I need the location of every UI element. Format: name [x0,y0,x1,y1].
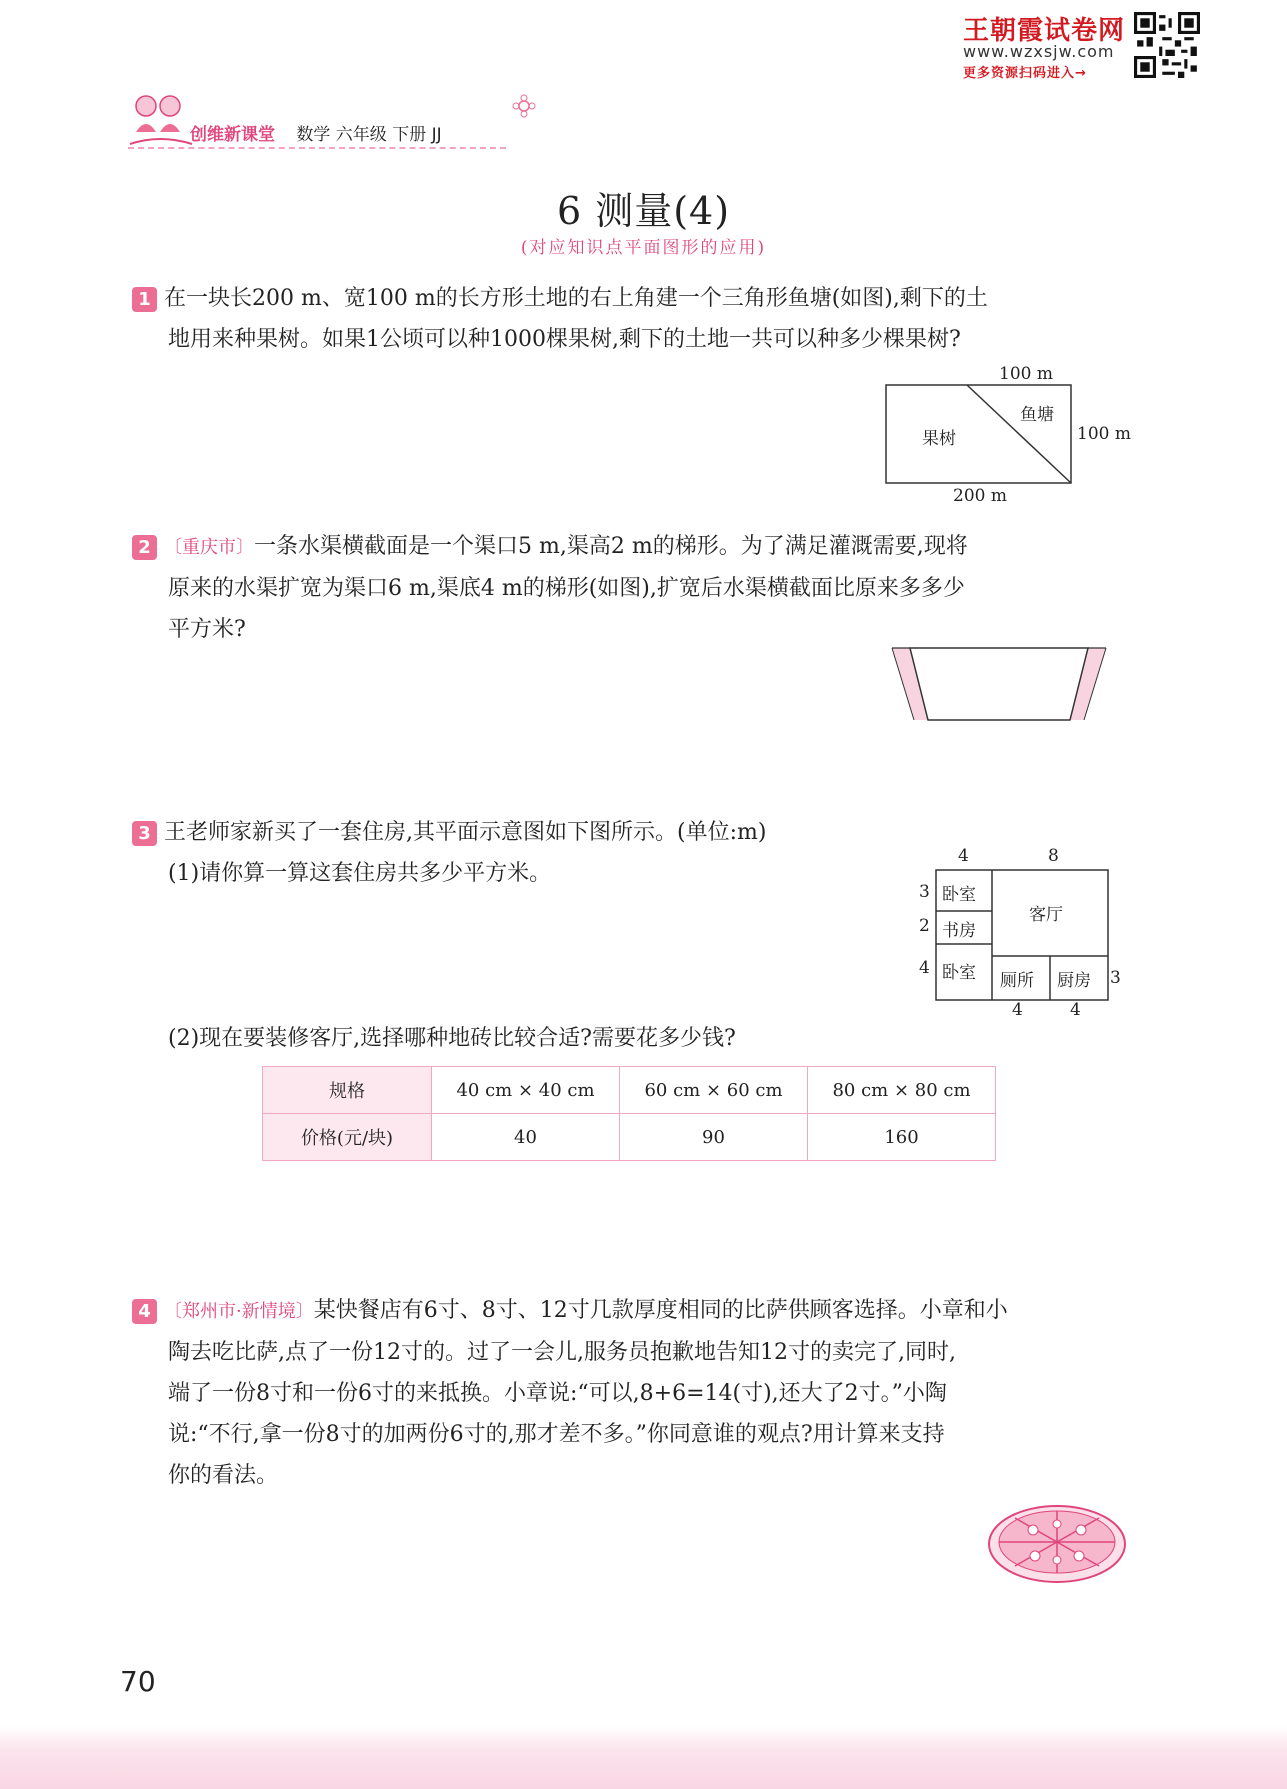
question-text: 一条水渠横截面是一个渠口5 m,渠高2 m的梯形。为了满足灌溉需要,现将 [254,534,968,559]
page-number: 70 [120,1665,156,1698]
question-1 [132,278,1132,360]
room-kitchen: 厨房 [1057,971,1091,991]
question-number: 4 [132,1299,157,1324]
table-cell: 40 cm × 40 cm [432,1067,620,1114]
region-tag: 〔郑州市·新情境〕 [164,1301,314,1322]
plan-dim-left-bottom: 4 [919,958,930,978]
plan-dim-bottom-left: 4 [1012,1000,1023,1020]
pizza-icon [985,1500,1130,1588]
question-text: 王老师家新买了一套住房,其平面示意图如下图所示。(单位:m) [164,820,767,845]
question-text: 在一块长200 m、宽100 m的长方形土地的右上角建一个三角形鱼塘(如图),剩下的土 [164,286,988,311]
region-tag: 〔重庆市〕 [164,537,254,558]
book-series: 创维新课堂 [190,125,275,145]
table-cell: 90 [620,1114,808,1161]
question-text: 陶去吃比萨,点了一份12寸的。过了一会儿,服务员抱歉地告知12寸的卖完了,同时, [168,1340,956,1365]
table-row [263,1114,996,1161]
table-header-cell: 规格 [263,1067,432,1114]
book-info [190,120,442,145]
plan-dim-top-right: 8 [1048,846,1059,866]
plan-dim-right-bottom: 3 [1110,968,1121,988]
cartoon-kids-icon [126,88,196,154]
table-cell: 160 [808,1114,996,1161]
question-text: 原来的水渠扩宽为渠口6 m,渠底4 m的梯形(如图),扩宽后水渠横截面比原来多多少 [168,576,965,601]
q1-right-label: 100 m [1077,424,1131,444]
room-toilet: 厕所 [1000,971,1034,991]
q1-top-label: 100 m [999,364,1053,384]
table-row [263,1067,996,1114]
question-number: 1 [132,287,157,312]
room-bedroom-1: 卧室 [942,885,976,905]
sub-question-1: (1)请你算一算这套住房共多少平方米。 [168,861,552,886]
question-text: 端了一份8寸和一份6寸的来抵换。小章说:“可以,8+6=14(寸),还大了2寸。”小陶 [168,1381,947,1406]
lesson-subtitle: (对应知识点平面图形的应用) [520,238,767,258]
room-living: 客厅 [1029,905,1063,925]
q1-bottom-label: 200 m [953,486,1007,506]
qr-code-icon [1134,12,1200,78]
q2-canal-figure [886,642,1112,724]
question-text: 某快餐店有6寸、8寸、12寸几款厚度相同的比萨供顾客选择。小章和小 [313,1298,1008,1323]
question-text: 平方米? [168,617,246,642]
question-text: 说:“不行,拿一份8寸的加两份6寸的,那才差不多。”你同意谁的观点?用计算来支持 [168,1422,945,1447]
plan-dim-left-top: 3 [919,882,930,902]
subject-info: 数学 六年级 下册 JJ [296,125,442,145]
room-bedroom-2: 卧室 [942,963,976,983]
header-divider [128,147,506,149]
brand-scan-hint: 更多资源扫码进入→ [963,66,1087,81]
question-text: 地用来种果树。如果1公顷可以种1000棵果树,剩下的土地一共可以种多少棵果树? [168,327,961,352]
table-header-cell: 价格(元/块) [263,1114,432,1161]
sub-question-2: (2)现在要装修客厅,选择哪种地砖比较合适?需要花多少钱? [168,1026,736,1051]
question-number: 3 [132,821,157,846]
plan-dim-left-mid: 2 [919,916,930,936]
brand-title: 王朝霞试卷网 [963,16,1126,46]
question-3-part-2 [132,1018,1132,1059]
question-number: 2 [132,535,157,560]
room-study: 书房 [942,921,976,941]
table-cell: 60 cm × 60 cm [620,1067,808,1114]
table-cell: 40 [432,1114,620,1161]
table-cell: 80 cm × 80 cm [808,1067,996,1114]
q1-pond-label: 鱼塘 [1020,405,1054,425]
question-2 [132,526,1132,650]
plan-dim-bottom-right: 4 [1070,1000,1081,1020]
tile-price-table [262,1066,996,1161]
q1-orchard-label: 果树 [922,429,956,449]
question-text: 你的看法。 [168,1463,279,1488]
plan-dim-top-left: 4 [958,846,969,866]
lesson-title: 6 测量(4) [556,189,731,233]
question-4 [132,1290,1132,1496]
brand-url: www.wzxsjw.com [963,42,1115,61]
footer-band [0,1726,1287,1789]
flower-icon [510,92,538,120]
